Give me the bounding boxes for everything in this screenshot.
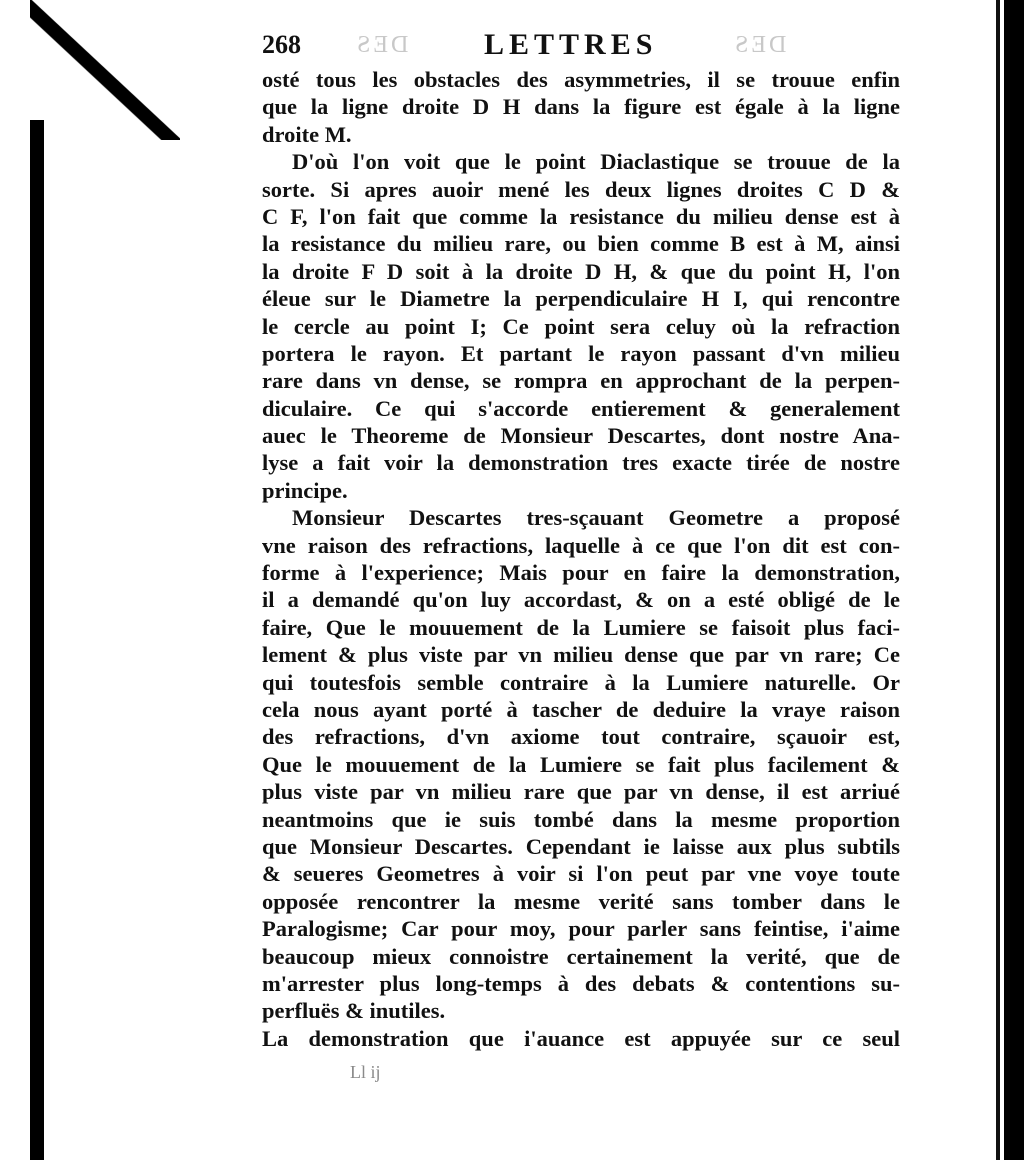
text-line: perfluës & inutiles.	[262, 998, 446, 1024]
page-number: 268	[262, 30, 301, 59]
text-line: neantmoins que ie suis tombé dans la mesme proportion	[262, 806, 900, 832]
text-line: Paralogisme; Car pour moy, pour parler sans feintise, i'aime	[262, 916, 900, 942]
right-page-edge-line	[996, 0, 1000, 1160]
text-line: éleue sur le Diametre la perpendiculaire H I, qui rencontre	[262, 286, 900, 312]
text-line: vne raison des refractions, laquelle à ce que l'on dit est con-	[262, 532, 900, 558]
text-line: il a demandé qu'on luy accordast, & on a esté obligé de le	[262, 587, 900, 613]
text-line: m'arrester plus long-temps à des debats & contentions su-	[262, 970, 900, 996]
text-line: la resistance du milieu rare, ou bien comme B est à M, ainsi	[262, 231, 900, 257]
right-scan-border	[1004, 0, 1024, 1160]
text-line: & seueres Geometres à voir si l'on peut par vne voye toute	[262, 861, 900, 887]
text-line: C F, l'on fait que comme la resistance du milieu dense est à	[262, 203, 900, 229]
text-line: forme à l'experience; Mais pour en faire la demonstration,	[262, 560, 900, 586]
text-line: rare dans vn dense, se rompra en approchant de la perpen-	[262, 368, 900, 394]
bleed-through-text-left: DES	[354, 32, 409, 58]
bleed-through-text-right: DES	[732, 32, 787, 58]
text-line: osté tous les obstacles des asymmetries, il se trouue enfin	[262, 67, 900, 92]
paragraph	[262, 66, 912, 148]
text-line: Que le mouuement de la Lumiere se fait plus facilement &	[262, 751, 900, 777]
paragraph	[262, 148, 912, 504]
text-line: plus viste par vn milieu rare que par vn dense, il est arriué	[262, 779, 900, 805]
text-line: droite M.	[262, 121, 352, 147]
text-line: lement & plus viste par vn milieu dense que par vn rare; Ce	[262, 642, 900, 668]
text-line: cela nous ayant porté à tascher de deduire la vraye raison	[262, 696, 900, 722]
text-line: diculaire. Ce qui s'accorde entierement & generalement	[262, 395, 900, 421]
text-line: sorte. Si apres auoir mené les deux lignes droites C D &	[262, 176, 900, 202]
signature-mark: Ll ij	[350, 1062, 381, 1082]
running-title: LETTRES	[484, 28, 658, 61]
text-line: Monsieur Descartes tres-sçauant Geometre a proposé	[292, 505, 900, 531]
text-line: qui toutesfois semble contraire à la Lumiere naturelle. Or	[262, 669, 900, 695]
left-corner-edge	[30, 0, 180, 140]
text-line: la droite F D soit à la droite D H, & que du point H, l'on	[262, 258, 900, 284]
text-line: que la ligne droite D H dans la figure est égale à la ligne	[262, 94, 900, 120]
text-line: faire, Que le mouuement de la Lumiere se faisoit plus faci-	[262, 614, 900, 640]
text-line: D'où l'on voit que le point Diaclastique se trouue de la	[292, 149, 900, 175]
paragraph	[262, 504, 912, 1024]
text-line: lyse a fait voir la demonstration tres exacte tirée de nostre	[262, 450, 900, 476]
text-line: le cercle au point I; Ce point sera celuy où la refraction	[262, 313, 900, 339]
text-line: principe.	[262, 477, 348, 503]
text-line: des refractions, d'vn axiome tout contraire, sçauoir est,	[262, 724, 900, 750]
text-line: beaucoup mieux connoistre certainement la verité, que de	[262, 943, 900, 969]
catchline: La demonstration que i'auance est appuyée sur ce seul	[262, 1025, 900, 1051]
text-line: auec le Theoreme de Monsieur Descartes, dont nostre Ana-	[262, 423, 900, 449]
text-line: opposée rencontrer la mesme verité sans tomber dans le	[262, 888, 900, 914]
text-line: portera le rayon. Et partant le rayon passant d'vn milieu	[262, 340, 900, 366]
text-line: que Monsieur Descartes. Cependant ie laisse aux plus subtils	[262, 833, 900, 859]
running-head	[262, 30, 912, 66]
body-text	[262, 66, 912, 1025]
page-content	[262, 30, 912, 1052]
left-scan-border	[30, 120, 44, 1160]
